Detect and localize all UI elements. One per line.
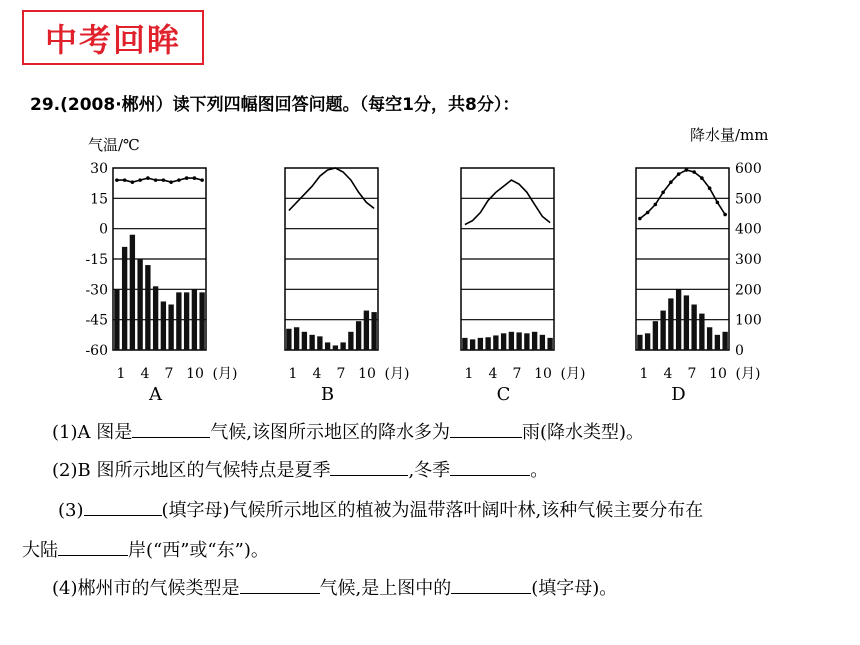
- answer-blank-4[interactable]: [450, 459, 530, 476]
- q3-part-b: (填字母)气候所示地区的植被为温带落叶阔叶林,该种气候主要分布在: [161, 500, 704, 521]
- precipitation-bar: [325, 342, 330, 350]
- x-tick-label: 7: [164, 366, 174, 382]
- x-tick-label: 10: [709, 366, 727, 382]
- precipitation-bar: [137, 259, 142, 350]
- precipitation-bar: [161, 301, 166, 350]
- x-tick-label: 4: [312, 366, 322, 382]
- precipitation-bar: [699, 314, 704, 350]
- right-tick-label: 100: [735, 312, 762, 329]
- q4-part-a: (4)郴州市的气候类型是: [52, 578, 240, 599]
- precipitation-bar: [286, 329, 291, 350]
- right-tick-label: 600: [735, 161, 762, 177]
- x-tick-label: (月): [560, 366, 586, 382]
- precipitation-bar: [684, 295, 689, 350]
- temperature-point: [162, 178, 166, 182]
- temperature-point: [115, 178, 119, 182]
- x-tick-label: (月): [212, 366, 238, 382]
- temperature-line: [640, 170, 725, 219]
- precipitation-bar: [130, 235, 135, 350]
- panel-label: C: [496, 384, 511, 405]
- precipitation-bar: [333, 345, 338, 350]
- precipitation-bar: [691, 305, 696, 351]
- x-tick-label: (月): [735, 366, 761, 382]
- precipitation-bar: [676, 289, 681, 350]
- left-tick-label: -60: [85, 343, 108, 359]
- q1-part-a: (1)A 图是: [52, 422, 133, 443]
- precipitation-bar: [715, 335, 720, 350]
- left-tick-label: -45: [85, 312, 108, 329]
- temperature-point: [661, 190, 665, 194]
- panel-label: D: [671, 384, 686, 405]
- temperature-point: [685, 168, 689, 172]
- precipitation-bar: [707, 327, 712, 350]
- x-tick-label: 4: [663, 366, 673, 382]
- precipitation-bar: [470, 339, 475, 350]
- temperature-line: [289, 168, 374, 211]
- temperature-point: [646, 211, 650, 215]
- precipitation-bar: [660, 311, 665, 350]
- answer-blank-3[interactable]: [330, 459, 408, 476]
- temperature-point: [716, 201, 720, 205]
- right-axis-label: 降水量/mm: [690, 126, 769, 144]
- temperature-line: [117, 178, 202, 182]
- answer-blank-6[interactable]: [58, 539, 128, 556]
- temperature-point: [677, 172, 681, 176]
- precipitation-bar: [364, 311, 369, 350]
- q3-part-a: (3): [58, 500, 84, 521]
- x-tick-label: 7: [512, 366, 522, 382]
- question-1: [52, 418, 644, 444]
- q3-cont-part-b: 岸(“西”或“东”)。: [128, 540, 269, 561]
- precipitation-bar: [462, 338, 467, 350]
- x-tick-label: 1: [464, 366, 474, 382]
- temperature-point: [654, 203, 658, 207]
- precipitation-bar: [478, 338, 483, 350]
- precipitation-bar: [532, 332, 537, 350]
- temperature-point: [723, 213, 727, 217]
- temperature-point: [146, 176, 150, 180]
- question-2: [52, 456, 548, 482]
- precipitation-bar: [637, 335, 642, 350]
- precipitation-bar: [168, 305, 173, 351]
- temperature-point: [123, 178, 127, 182]
- precipitation-bar: [294, 327, 299, 350]
- temperature-point: [131, 180, 135, 184]
- right-tick-label: 200: [735, 282, 762, 299]
- precipitation-bar: [493, 335, 498, 350]
- x-tick-label: 7: [687, 366, 697, 382]
- answer-blank-5[interactable]: [84, 499, 162, 516]
- temperature-point: [692, 170, 696, 174]
- precipitation-bar: [302, 332, 307, 350]
- right-tick-label: 300: [735, 252, 762, 268]
- precipitation-bar: [509, 332, 514, 350]
- left-tick-label: -15: [85, 252, 108, 268]
- x-tick-label: (月): [384, 366, 410, 382]
- temperature-point: [700, 176, 704, 180]
- right-tick-label: 500: [735, 191, 762, 208]
- left-tick-label: 30: [90, 161, 108, 177]
- temperature-point: [638, 217, 642, 221]
- q2-part-b: ,冬季: [408, 460, 451, 481]
- temperature-point: [177, 178, 181, 182]
- precipitation-bar: [192, 289, 197, 350]
- left-tick-label: 0: [99, 221, 108, 238]
- x-tick-label: 1: [288, 366, 298, 382]
- answer-blank-8[interactable]: [451, 577, 531, 594]
- q4-part-c: (填字母)。: [531, 578, 618, 599]
- question-3-cont: [22, 536, 269, 562]
- x-tick-label: 10: [534, 366, 552, 382]
- precipitation-bar: [547, 338, 552, 350]
- answer-blank-7[interactable]: [240, 577, 320, 594]
- precipitation-bar: [348, 332, 353, 350]
- precipitation-bar: [122, 247, 127, 350]
- q3-cont-part-a: 大陆: [22, 540, 58, 561]
- precipitation-bar: [356, 321, 361, 350]
- panel-label: A: [149, 384, 162, 405]
- precipitation-bar: [153, 286, 158, 350]
- question-stem: 29.(2008·郴州）读下列四幅图回答问题。（每空1分，共8分）：: [30, 95, 520, 115]
- temperature-point: [200, 178, 204, 182]
- temperature-point: [669, 180, 673, 184]
- temperature-line: [465, 180, 550, 225]
- left-tick-label: 15: [90, 191, 108, 208]
- precipitation-bar: [309, 335, 314, 350]
- right-tick-label: 400: [735, 221, 762, 238]
- q4-part-b: 气候,是上图中的: [319, 578, 452, 599]
- precipitation-bar: [668, 298, 673, 350]
- left-axis-label: 气温/℃: [88, 136, 140, 154]
- temperature-point: [193, 176, 197, 180]
- q2-part-a: (2)B 图所示地区的气候特点是夏季: [52, 460, 331, 481]
- temperature-point: [169, 180, 173, 184]
- precipitation-bar: [540, 335, 545, 350]
- temperature-point: [185, 176, 189, 180]
- answer-blank-2[interactable]: [450, 421, 522, 438]
- q2-part-c: 。: [530, 460, 549, 481]
- temperature-point: [138, 178, 142, 182]
- precipitation-bar: [114, 289, 119, 350]
- x-tick-label: 1: [116, 366, 126, 382]
- answer-blank-1[interactable]: [132, 421, 210, 438]
- precipitation-bar: [317, 336, 322, 350]
- precipitation-bar: [199, 292, 204, 350]
- x-tick-label: 4: [140, 366, 150, 382]
- precipitation-bar: [653, 321, 658, 350]
- left-tick-label: -30: [85, 282, 108, 299]
- precipitation-bar: [645, 333, 650, 350]
- x-tick-label: 1: [639, 366, 649, 382]
- panel-label: B: [320, 384, 335, 405]
- precipitation-bar: [371, 312, 376, 350]
- question-3: [58, 496, 703, 522]
- question-4: [52, 574, 617, 600]
- x-tick-label: 7: [336, 366, 346, 382]
- temperature-point: [708, 186, 712, 190]
- precipitation-bar: [176, 292, 181, 350]
- temperature-point: [154, 178, 158, 182]
- precipitation-bar: [485, 337, 490, 350]
- precipitation-bar: [501, 333, 506, 350]
- precipitation-bar: [340, 342, 345, 350]
- q1-part-c: 雨(降水类型)。: [521, 422, 644, 443]
- right-tick-label: 0: [735, 343, 744, 359]
- precipitation-bar: [184, 292, 189, 350]
- x-tick-label: 4: [488, 366, 498, 382]
- precipitation-bar: [524, 333, 529, 350]
- q1-part-b: 气候,该图所示地区的降水多为: [210, 422, 450, 443]
- x-tick-label: 10: [358, 366, 376, 382]
- precipitation-bar: [516, 332, 521, 350]
- precipitation-bar: [722, 332, 727, 350]
- precipitation-bar: [145, 265, 150, 350]
- x-tick-label: 10: [186, 366, 204, 382]
- badge-title: 中考回眸: [44, 20, 181, 59]
